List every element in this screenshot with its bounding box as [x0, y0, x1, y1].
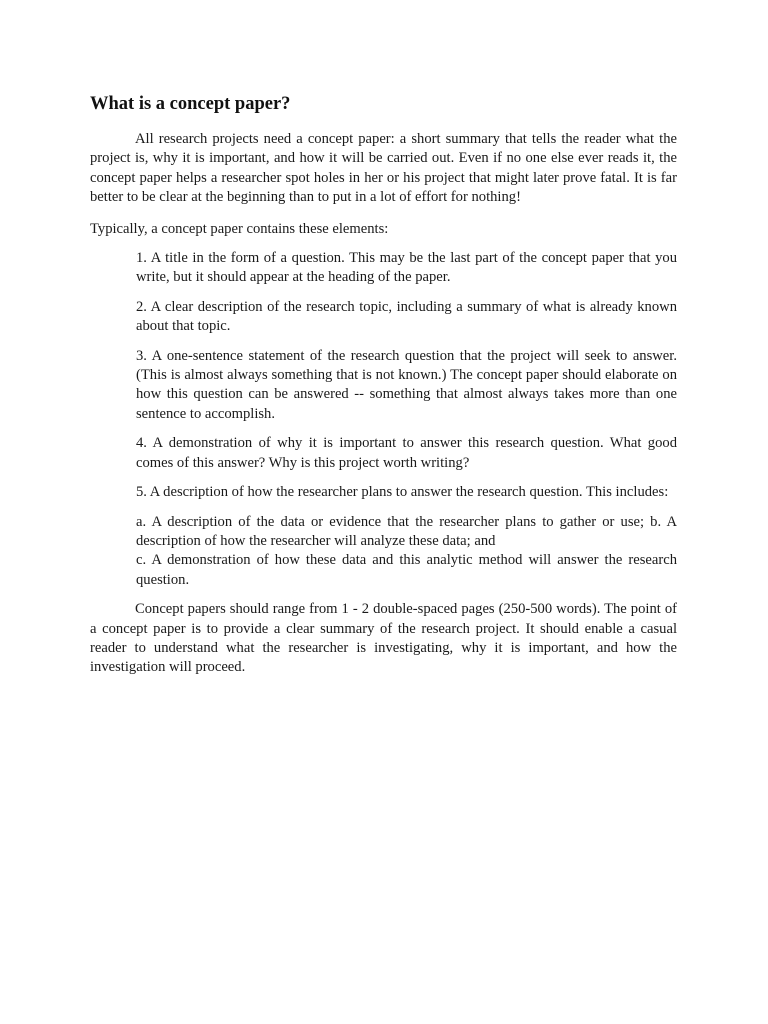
element-item-5: 5. A description of how the researcher plans to answer the research question. This includes:: [136, 484, 669, 501]
elements-intro: Typically, a concept paper contains these elements:: [90, 220, 389, 237]
sub-element-item-c: c. A demonstration of how these data and this analytic method will answer the research question.: [136, 552, 677, 588]
element-item-4: 4. A demonstration of why it is important to answer this research question. What good comes of this answer? Why is this project worth writing?: [136, 435, 677, 471]
sub-element-item-ab: a. A description of the data or evidence that the researcher plans to gather or use; b. A description of how the researcher will analyze these data; and: [136, 513, 677, 549]
element-item-3: 3. A one-sentence statement of the research question that the project will seek to answer. (This is almost always something that is not known.) The concept paper should elaborate on how this question can be answered -- something that almost always takes more than one sentence to accomplish.: [136, 347, 677, 422]
document-title: What is a concept paper?: [90, 94, 291, 114]
element-item-1: 1. A title in the form of a question. This may be the last part of the concept paper that you write, but it should appear at the heading of the paper.: [136, 250, 677, 286]
element-item-2: 2. A clear description of the research topic, including a summary of what is already known about that topic.: [136, 298, 677, 335]
document-page: [90, 90, 677, 678]
intro-paragraph: All research projects need a concept paper: a short summary that tells the reader what the project is, why it is important, and how it will be carried out. Even if no one else ever reads it, the concept paper helps a researcher spot holes in her or his project that might later prove fatal. It is far better to be clear at the beginning than to put in a lot of effort for nothing!: [90, 131, 677, 206]
closing-paragraph: Concept papers should range from 1 - 2 double-spaced pages (250-500 words). The point of a concept paper is to provide a clear summary of the research project. It should enable a casual reader to understand what the researcher is investigating, why it is important, and how the investigation will proceed.: [90, 601, 677, 676]
sub-element-list: [136, 513, 677, 591]
